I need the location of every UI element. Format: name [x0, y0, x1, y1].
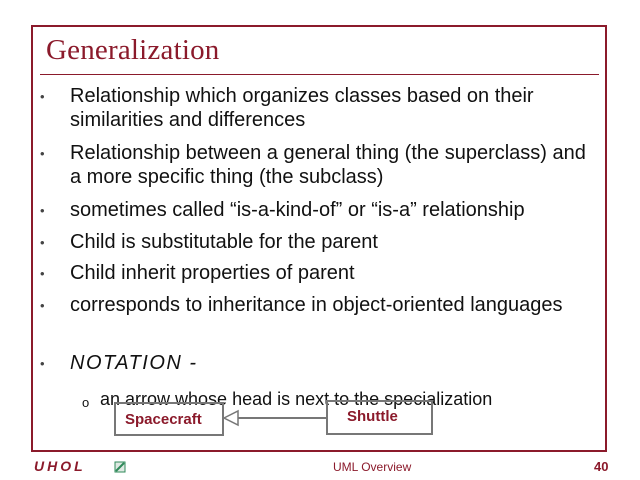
bullet-item: Child is substitutable for the parent: [70, 231, 378, 253]
bullet-item: Child inherit properties of parent: [70, 262, 355, 284]
slide-title: Generalization: [46, 34, 220, 66]
bullet-marker: •: [40, 146, 45, 161]
bullet-item: Relationship which organizes classes based on their similarities and differences: [70, 85, 534, 131]
bullet-item-notation: NOTATION -: [70, 352, 198, 374]
arrow-head: [224, 411, 238, 425]
class-name-shuttle: Shuttle: [347, 408, 398, 425]
bullet-marker: •: [40, 356, 45, 371]
uhol-logo: [34, 459, 129, 478]
class-name-spacecraft: Spacecraft: [125, 411, 202, 428]
sub-bullet-text: an arrow whose head is next to the specialization: [100, 389, 493, 409]
bullet-marker: •: [40, 266, 45, 281]
bullet-marker: •: [40, 203, 45, 218]
bullet-item: sometimes called “is-a-kind-of” or “is-a” relationship: [70, 199, 525, 221]
sub-bullet-marker: o: [82, 395, 90, 410]
bullet-marker: •: [40, 298, 45, 313]
footer-title: UML Overview: [333, 460, 412, 474]
bullet-item: Relationship between a general thing (the superclass) and a more specific thing (the subclass): [70, 142, 586, 188]
bullet-item: corresponds to inheritance in object-oriented languages: [70, 294, 563, 316]
logo-text: UHOL: [34, 459, 86, 473]
bullet-marker: •: [40, 235, 45, 250]
bullet-marker: •: [40, 89, 45, 104]
page-number: 40: [594, 459, 609, 474]
